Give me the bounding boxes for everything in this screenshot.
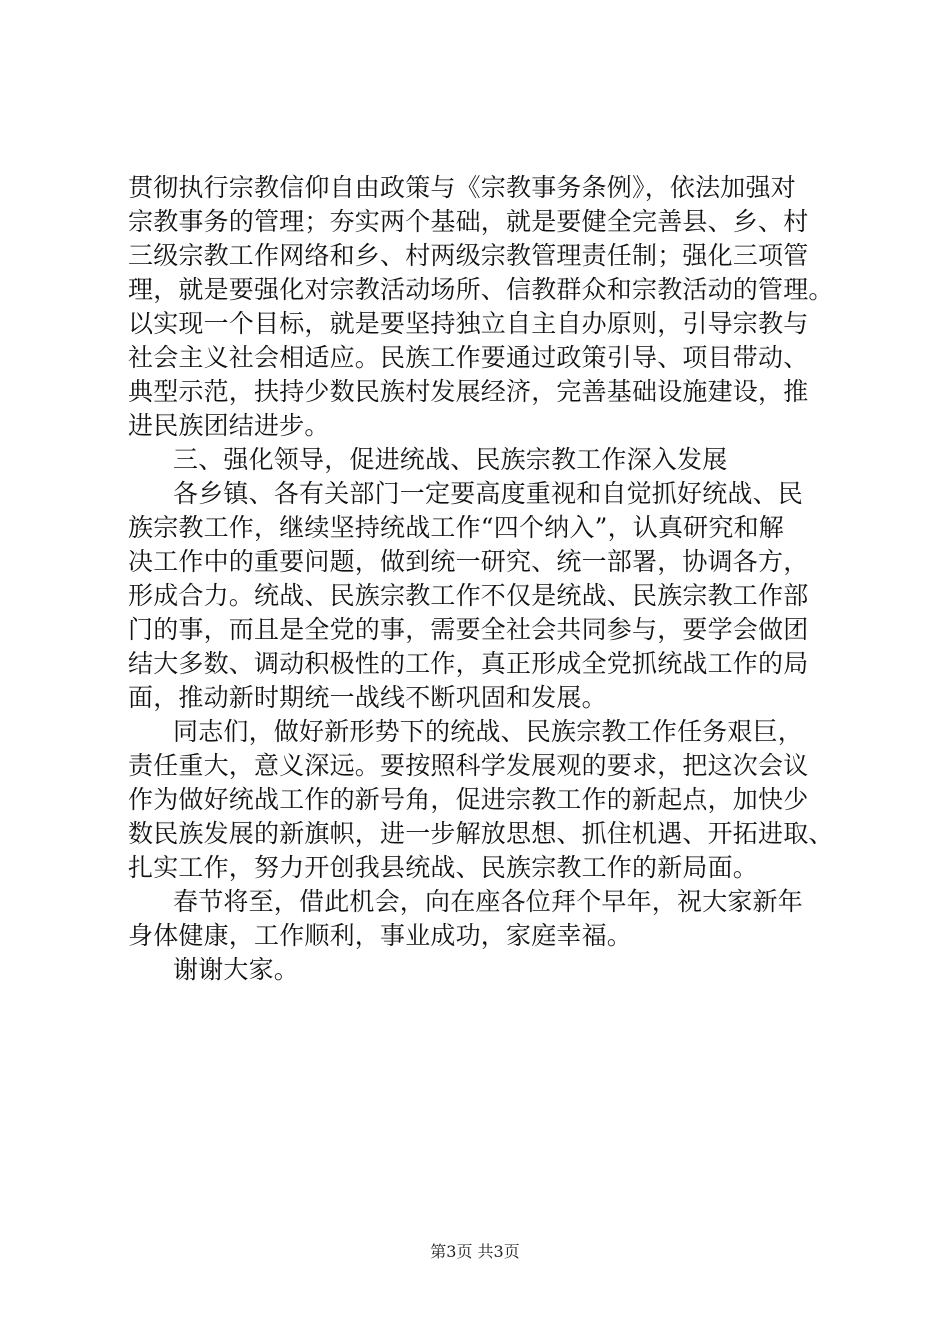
text-line: 春节将至，借此机会，向在座各位拜个早年，祝大家新年: [173, 887, 804, 916]
page-footer: 第3页 共3页: [430, 1242, 520, 1261]
text-line: 以实现一个目标，就是要坚持独立自主自办原则，引导宗教与: [128, 309, 809, 338]
text-line: 门的事，而且是全党的事，需要全社会共同参与，要学会做团: [128, 615, 809, 644]
text-line: 三级宗教工作网络和乡、村两级宗教管理责任制；强化三项管: [128, 241, 809, 270]
text-line: 族宗教工作，继续坚持统战工作“四个纳入”，认真研究和解: [128, 513, 784, 542]
text-line: 形成合力。统战、民族宗教工作不仅是统战、民族宗教工作部: [128, 581, 809, 610]
text-line: 谢谢大家。: [173, 955, 300, 984]
text-line: 典型示范，扶持少数民族村发展经济，完善基础设施建设，推: [128, 377, 809, 406]
text-line: 扎实工作，努力开创我县统战、民族宗教工作的新局面。: [128, 853, 759, 882]
document-body: [128, 171, 848, 987]
text-line: 责任重大，意义深远。要按照科学发展观的要求，把这次会议: [128, 751, 809, 780]
text-line: 各乡镇、各有关部门一定要高度重视和自觉抓好统战、民: [173, 479, 804, 508]
text-line: 贯彻执行宗教信仰自由政策与《宗教事务条例》，依法加强对: [128, 173, 796, 202]
text-line: 决工作中的重要问题，做到统一研究、统一部署，协调各方，: [128, 547, 809, 576]
text-line: 同志们，做好新形势下的统战、民族宗教工作任务艰巨，: [173, 717, 804, 746]
text-line: 理，就是要强化对宗教活动场所、信教群众和宗教活动的管理。: [128, 275, 834, 304]
text-line: 身体健康，工作顺利，事业成功，家庭幸福。: [128, 921, 633, 950]
text-line: 面，推动新时期统一战线不断巩固和发展。: [128, 683, 607, 712]
text-line: 作为做好统战工作的新号角，促进宗教工作的新起点，加快少: [128, 785, 809, 814]
text-line: 宗教事务的管理；夯实两个基础，就是要健全完善县、乡、村: [128, 207, 809, 236]
text-line: 三、强化领导，促进统战、民族宗教工作深入发展: [173, 445, 728, 474]
text-line: 结大多数、调动积极性的工作，真正形成全党抓统战工作的局: [128, 649, 809, 678]
text-line: 数民族发展的新旗帜，进一步解放思想、抓住机遇、开拓进取、: [128, 819, 834, 848]
text-line: 进民族团结进步。: [128, 411, 330, 440]
text-line: 社会主义社会相适应。民族工作要通过政策引导、项目带动、: [128, 343, 809, 372]
